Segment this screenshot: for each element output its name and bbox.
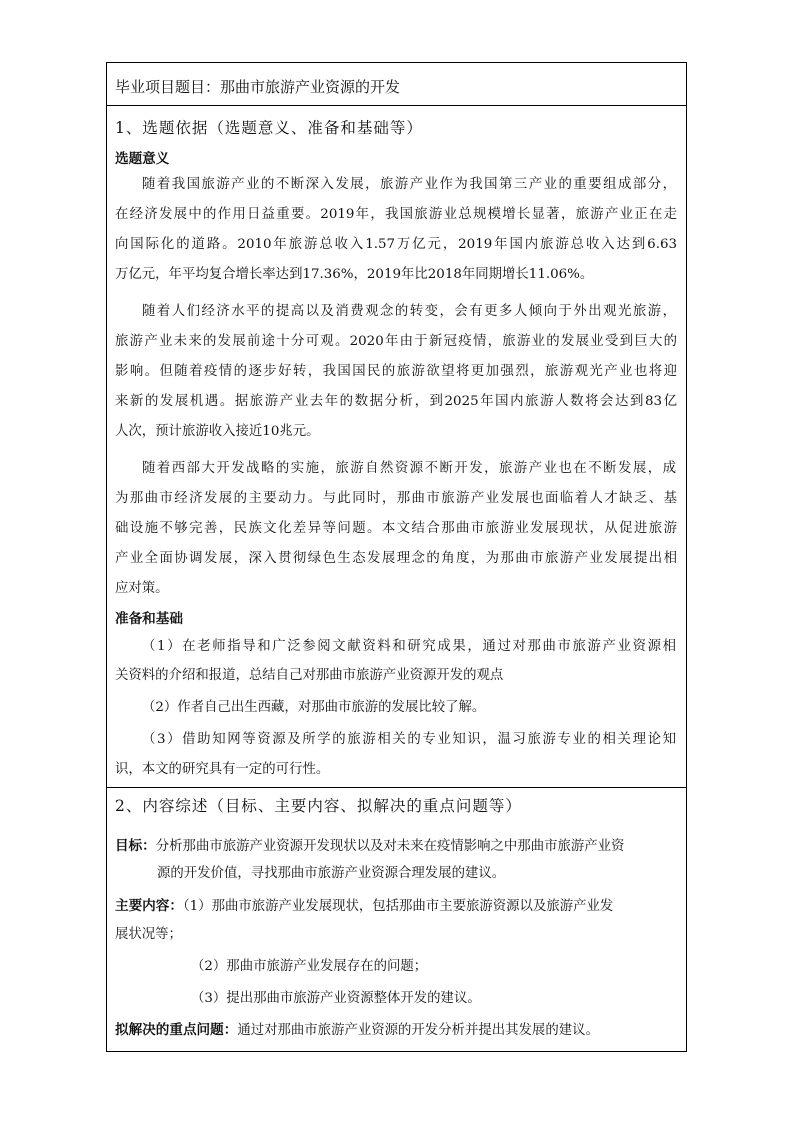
row-divider [107,787,686,788]
key-label: 拟解决的重点问题： [115,1022,238,1038]
project-title: 毕业项目题目：那曲市旅游产业资源的开发 [115,78,401,96]
p2-line5: 人次，预计旅游收入接近10兆元。 [115,424,320,439]
section1-title: 1、选题依据（选题意义、准备和基础等） [115,119,423,137]
key-line [115,1020,599,1041]
main-item3: （3）提出那曲市旅游产业资源整体开发的建议。 [191,991,481,1006]
b3-line1: （3）借助知网等资源及所学的旅游相关的专业知识，温习旅游专业的相关理论知 [142,732,676,747]
p2-line1: 随着人们经济水平的提高以及消费观念的转变，会有更多人倾向于外出观光旅游， [142,304,676,319]
row-divider [107,105,686,106]
main-item2: （2）那曲市旅游产业发展存在的问题； [191,959,428,974]
p3-line1: 随着西部大开发战略的实施，旅游自然资源不断开发，旅游产业也在不断发展，成 [142,461,676,476]
main-label: 主要内容： [115,898,183,914]
p3-line2: 为那曲市经济发展的主要动力。与此同时，那曲市旅游产业发展也面临着人才缺乏、基 [115,491,677,506]
goal-label: 目标： [115,838,156,854]
main-line1 [115,896,679,917]
goal-line2: 源的开发价值，寻找那曲市旅游产业资源合理发展的建议。 [157,866,506,881]
p3-line4: 产业全面协调发展，深入贯彻绿色生态发展理念的角度，为那曲市旅游产业发展提出相 [115,551,677,566]
b1-line1: （1）在老师指导和广泛参阅文献资料和研究成果，通过对那曲市旅游产业资源相 [142,639,676,654]
b3-line2: 识，本文的研究具有一定的可行性。 [115,762,330,777]
goal-line1 [115,836,679,857]
p2-line3: 影响。但随着疫情的逐步好转，我国国民的旅游欲望将更加强烈，旅游观光产业也将迎 [115,364,677,379]
basis-heading: 准备和基础 [115,611,183,627]
document-table [106,62,687,1052]
p1-line3: 向国际化的道路。2010年旅游总收入1.57万亿元，2019年国内旅游总收入达到6.63 [115,237,677,252]
section2-title: 2、内容综述（目标、主要内容、拟解决的重点问题等） [115,797,522,815]
meaning-heading: 选题意义 [115,151,170,167]
p1-line4: 万亿元，年平均复合增长率达到17.36%，2019年比2018年同期增长11.06%。 [115,267,594,282]
p3-line5: 应对策。 [115,581,169,596]
goal-text1: 分析那曲市旅游产业资源开发现状以及对未来在疫情影响之中那曲市旅游产业资 [155,839,625,854]
main-text1: （1）那曲市旅游产业发展现状，包括那曲市主要旅游资源以及旅游产业发 [182,899,614,914]
b1-line2: 关资料的介绍和报道，总结自己对那曲市旅游产业资源开发的观点 [115,668,504,683]
p2-line4: 来新的发展机遇。据旅游产业去年的数据分析，到2025年国内旅游人数将会达到83亿 [115,394,677,409]
p3-line3: 础设施不够完善，民族文化差异等问题。本文结合那曲市旅游业发展现状，从促进旅游 [115,521,677,536]
key-text: 通过对那曲市旅游产业资源的开发分析并提出其发展的建议。 [237,1023,599,1038]
main-line2: 展状况等； [115,927,182,942]
p2-line2: 旅游产业未来的发展前途十分可观。2020年由于新冠疫情，旅游业的发展业受到巨大的 [115,334,677,349]
b2-line: （2）作者自己出生西藏，对那曲市旅游的发展比较了解。 [142,700,486,715]
p1-line2: 在经济发展中的作用日益重要。2019年，我国旅游业总规模增长显著，旅游产业正在走 [115,207,677,222]
p1-line1: 随着我国旅游产业的不断深入发展，旅游产业作为我国第三产业的重要组成部分， [142,177,676,192]
